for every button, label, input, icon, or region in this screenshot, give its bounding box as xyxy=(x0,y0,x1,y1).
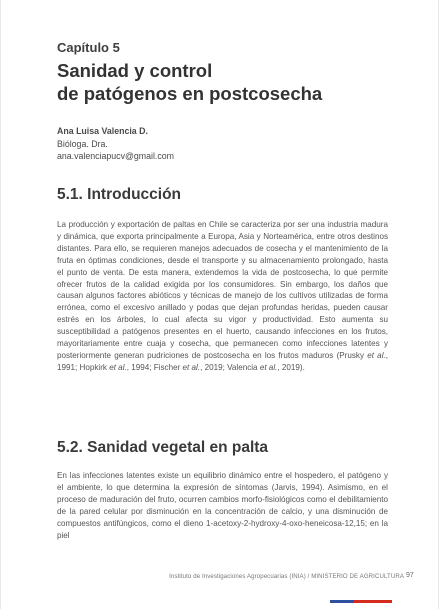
chapter-title-line-1: Sanidad y control xyxy=(57,60,213,81)
para-text-end: , 2019). xyxy=(277,362,305,372)
author-role: Bióloga. Dra. xyxy=(57,138,108,149)
citation-etal: et al. xyxy=(259,362,278,372)
citation-etal: et al. xyxy=(109,362,127,372)
citation-etal: et al. xyxy=(182,362,201,372)
para-text-citation: , 1991; Hopkirk xyxy=(57,350,388,372)
chapter-title xyxy=(57,59,417,105)
citation-etal: et al. xyxy=(367,350,386,360)
section-heading-sanidad-vegetal: 5.2. Sanidad vegetal en palta xyxy=(57,439,269,456)
section-heading-introduccion: 5.1. Introducción xyxy=(57,186,182,203)
flag-red-segment xyxy=(354,600,392,603)
chapter-label: Capítulo 5 xyxy=(57,40,120,55)
flag-blue-segment xyxy=(330,600,354,603)
author-email[interactable]: ana.valenciapucv@gmail.com xyxy=(57,151,174,161)
para-text-citation: , 1994; Fischer xyxy=(126,362,183,372)
author-block xyxy=(57,125,387,163)
section-2-paragraph: En las infecciones latentes existe un equilibrio dinámico entre el hospedero, el patógeno y el ambiente, lo que determina la expresión de síntomas (Jarvis, 1994). Asimismo, en el proceso de maduración del fruto, ocurren cambios morfo-fisiológicos como el debilitamiento de la pared celular por disminución en la concentración de calcio, y una disminución de compuestos antifúngicos, como el dieno 1-acetoxy-2-hydroxy-4-oxo-heneicosa-12,15; en la piel xyxy=(57,471,388,540)
chile-flag-stripe xyxy=(330,600,392,603)
author-name: Ana Luisa Valencia D. xyxy=(57,126,148,136)
section-1-paragraph xyxy=(57,219,388,425)
page-footer: Instituto de Investigaciones Agropecuarias (INIA) / MINISTERIO DE AGRICULTURA xyxy=(169,573,404,580)
page-number: 97 xyxy=(406,572,414,579)
para-text-citation: , 2019; Valencia xyxy=(200,362,260,372)
para-text-main: La producción y exportación de paltas en Chile se caracteriza por ser una industria madura y dinámica, que exporta principalmente a Europa, Asia y Norteamérica, entre otros destinos distantes. Para ello, se requieren manejos adecuados de cosecha y el mantenimiento de la fruta en óptimas condiciones, desde el transporte y su almacenamiento prolongado, hasta el punto de venta. De esta manera, extendemos la vida de postcosecha, lo que permite ofrecer frutos de la calidad exigida por los consumidores. Sin embargo, los daños que causan algunos factores abióticos y técnicas de manejo de los cultivos utilizadas de forma errónea, como el excesivo anillado y podas que dejan profundas heridas, pueden causar estrés en los árboles, lo cual afecta su vigor y productividad. Esto aumenta su susceptibilidad a patógenos presentes en el huerto, causando infecciones en los frutos, mayoritariamente entre cuaja y cosecha, que permanecen como infecciones latentes y posteriormente generan pudriciones de postcosecha en los frutos maduros (Prusky xyxy=(57,220,388,360)
chapter-title-line-2: de patógenos en postcosecha xyxy=(57,83,323,104)
